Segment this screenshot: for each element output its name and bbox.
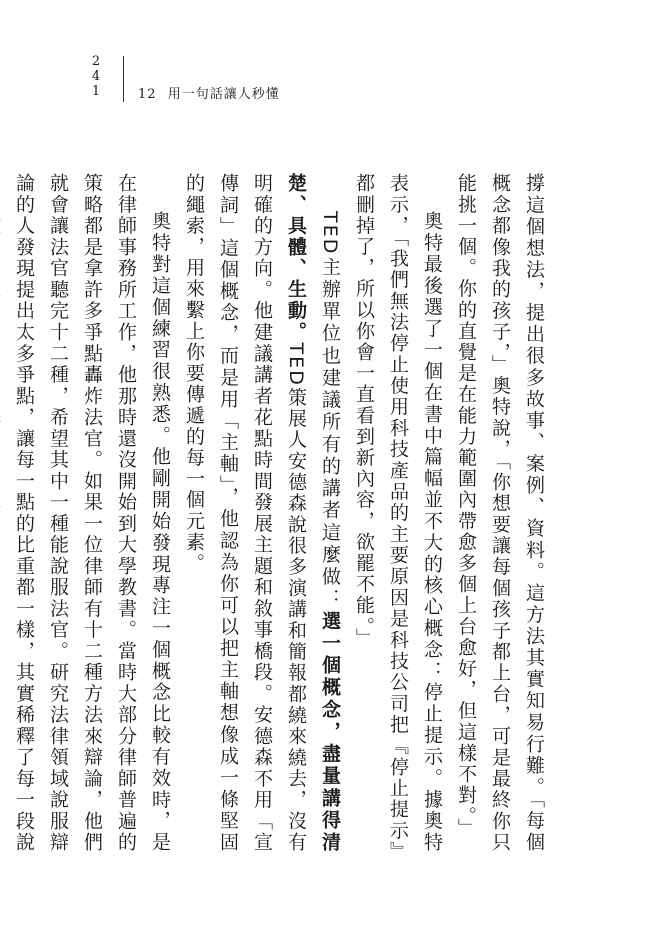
- paragraph-text: 撐這個想法，提出很多故事、案例、資料。這方法其實知易行難。「每個概念都像我的孩子，」奧特說，「你想要讓每個孩子都上台，可是最終你只能挑一個。你的直覺是在能力範圍內帶愈多個上台愈好，但這樣不對。」: [455, 173, 545, 853]
- paragraph-1: [449, 173, 551, 853]
- page-number: [88, 54, 104, 99]
- paragraph-3: [177, 173, 347, 853]
- paragraph-4: [0, 173, 177, 853]
- page-number-digit: 1: [91, 84, 101, 99]
- running-header: [138, 83, 280, 102]
- paragraph-text: TED主辦單位也建議所有的講者這麼做：: [319, 211, 341, 611]
- emphasis-text: 選一個概念，盡量講得清楚、具體、生動。: [285, 173, 341, 853]
- paragraph-text: 奧特對這個練習很熟悉。他剛開始發現專注一個概念比較有效時，是在律師事務所工作，他那時還沒開始到大學教書。當時大部分律師普遍的策略都是拿許多爭點轟炸法官。如果一位律師有十二種方法來辯論，他們就會讓法官聽完十二種，希望其中一種能說服法官。研究法律領域說服辯論的人發現提出太多爭點，讓每一點的比重都一樣，其實稀釋了每一段說: [13, 173, 171, 853]
- chapter-number: 12: [138, 87, 157, 102]
- body-text: [13, 173, 551, 853]
- page-number-digit: 4: [91, 69, 101, 84]
- chapter-title: 用一句話讓人秒懂: [167, 87, 280, 102]
- paragraph-text: TED策展人安德森說很多演講和簡報都繞來繞去，沒有明確的方向。他建議講者花點時間發展主題和敘事橋段。安德森不用「宣傳詞」這個概念，而是用「主軸」，他認為你可以把主軸想像成一條堅固的繩索，用來繫上你要傳遞的每一個元素。: [183, 173, 307, 853]
- paragraph-2: [347, 173, 449, 853]
- paragraph-text: 奧特最後選了一個在書中篇幅並不大的核心概念：停止提示。據奧特表示，「我們無法停止使用科技產品的主要原因是科技公司把『停止提示』都刪掉了，所以你會一直看到新內容，欲罷不能。」: [353, 173, 443, 853]
- page-number-digit: 2: [91, 54, 101, 69]
- header-divider: [123, 56, 124, 102]
